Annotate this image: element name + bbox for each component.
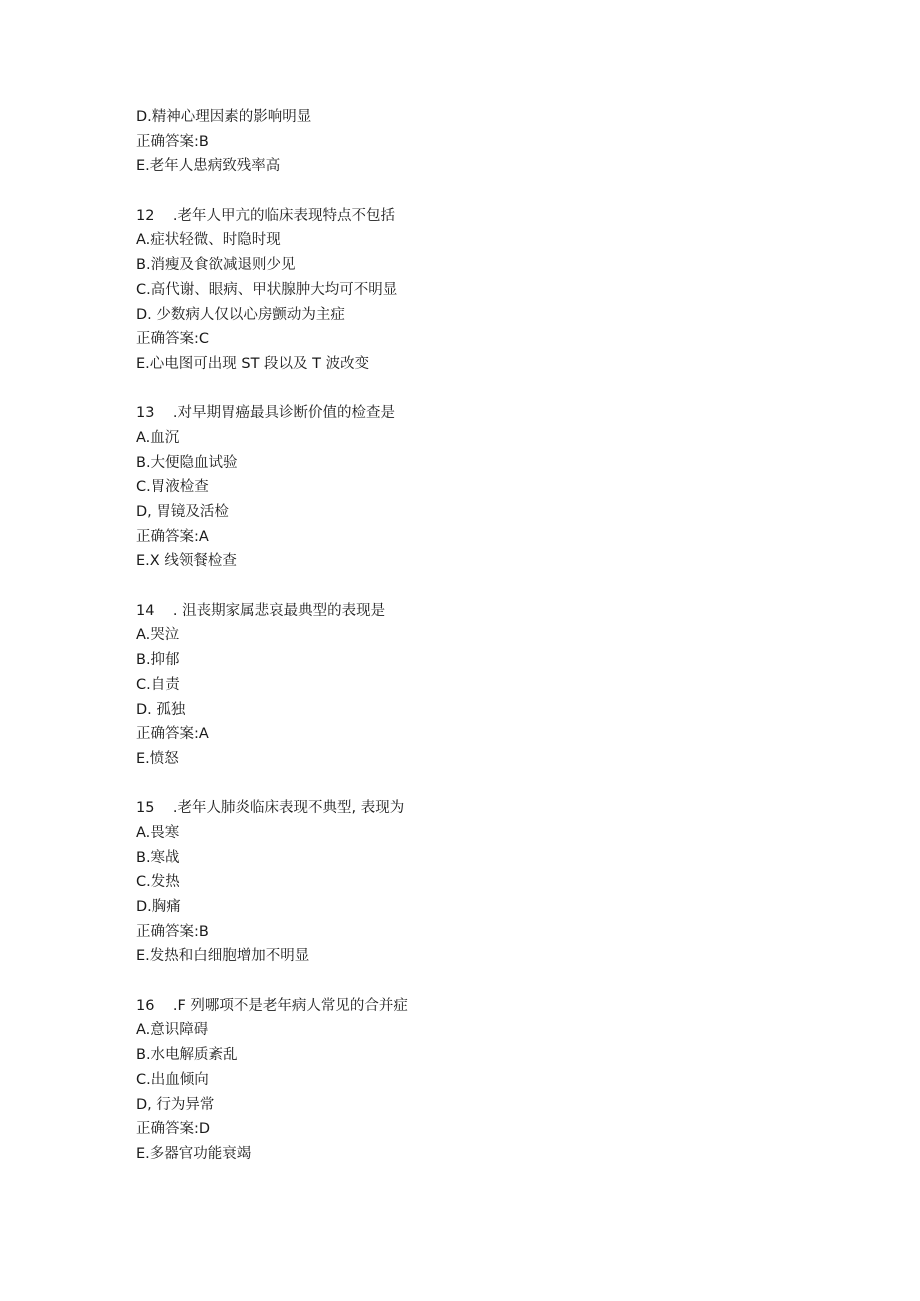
correct-answer: 正确答案:D (136, 1121, 211, 1138)
question-stem: 15 .老年人肺炎临床表现不典型, 表现为 (136, 800, 405, 817)
spacer (136, 377, 836, 402)
option-c: C.自责 (136, 676, 180, 693)
question-block (136, 994, 836, 1167)
spacer (136, 969, 836, 994)
question-stem: 12 .老年人甲亢的临床表现特点不包括 (136, 207, 395, 224)
option-c: C.发热 (136, 874, 180, 891)
correct-answer: 正确答案:C (136, 331, 210, 348)
question-block (136, 204, 836, 377)
spacer (136, 574, 836, 599)
correct-answer: 正确答案:B (136, 923, 209, 940)
option-d: D. 孤独 (136, 701, 186, 718)
option-c: C.出血倾向 (136, 1071, 209, 1088)
option-b: B.寒战 (136, 849, 180, 866)
question-stem: 13 .对早期胃癌最具诊断价值的检查是 (136, 405, 395, 422)
option-c: C.胃液检查 (136, 479, 209, 496)
option-a: A.哭泣 (136, 627, 180, 644)
option-a: A.血沉 (136, 429, 180, 446)
option-b: B.消瘦及食欲减退则少见 (136, 257, 296, 274)
question-block (136, 401, 836, 574)
option-e: E.X 线领餐检查 (136, 553, 237, 570)
option-b: B.抑郁 (136, 652, 180, 669)
question-stem: 14 . 沮丧期家属悲哀最典型的表现是 (136, 602, 386, 619)
spacer (136, 179, 836, 204)
option-d: D.精神心理因素的影响明显 (136, 109, 312, 125)
option-e: E.心电图可出现 ST 段以及 T 波改变 (136, 355, 370, 372)
option-d: D.胸痛 (136, 899, 181, 915)
correct-answer: 正确答案:A (136, 528, 209, 545)
option-d: D, 行为异常 (136, 1096, 215, 1113)
option-c: C.高代谢、眼病、甲状腺肿大均可不明显 (136, 281, 398, 298)
option-e: E.愤怒 (136, 750, 179, 767)
question-block (136, 796, 836, 969)
option-e: E.发热和白细胞增加不明显 (136, 948, 310, 965)
question-stem: 16 .F 列哪项不是老年病人常见的合并症 (136, 997, 408, 1014)
spacer (136, 772, 836, 797)
option-d: D. 少数病人仅以心房颤动为主症 (136, 306, 345, 323)
option-b: B.水电解质紊乱 (136, 1047, 238, 1064)
option-b: B.大便隐血试验 (136, 454, 238, 471)
option-a: A.症状轻微、时隐时现 (136, 232, 281, 249)
question-block (136, 599, 836, 772)
document-page (136, 105, 836, 1167)
correct-answer: 正确答案:B (136, 133, 209, 150)
option-d: D, 胃镜及活检 (136, 504, 229, 520)
correct-answer: 正确答案:A (136, 726, 209, 743)
option-a: A.意识障碍 (136, 1022, 209, 1039)
option-e: E.老年人患病致残率高 (136, 158, 281, 175)
option-e: E.多器官功能衰竭 (136, 1145, 252, 1162)
option-a: A.畏寒 (136, 824, 180, 841)
